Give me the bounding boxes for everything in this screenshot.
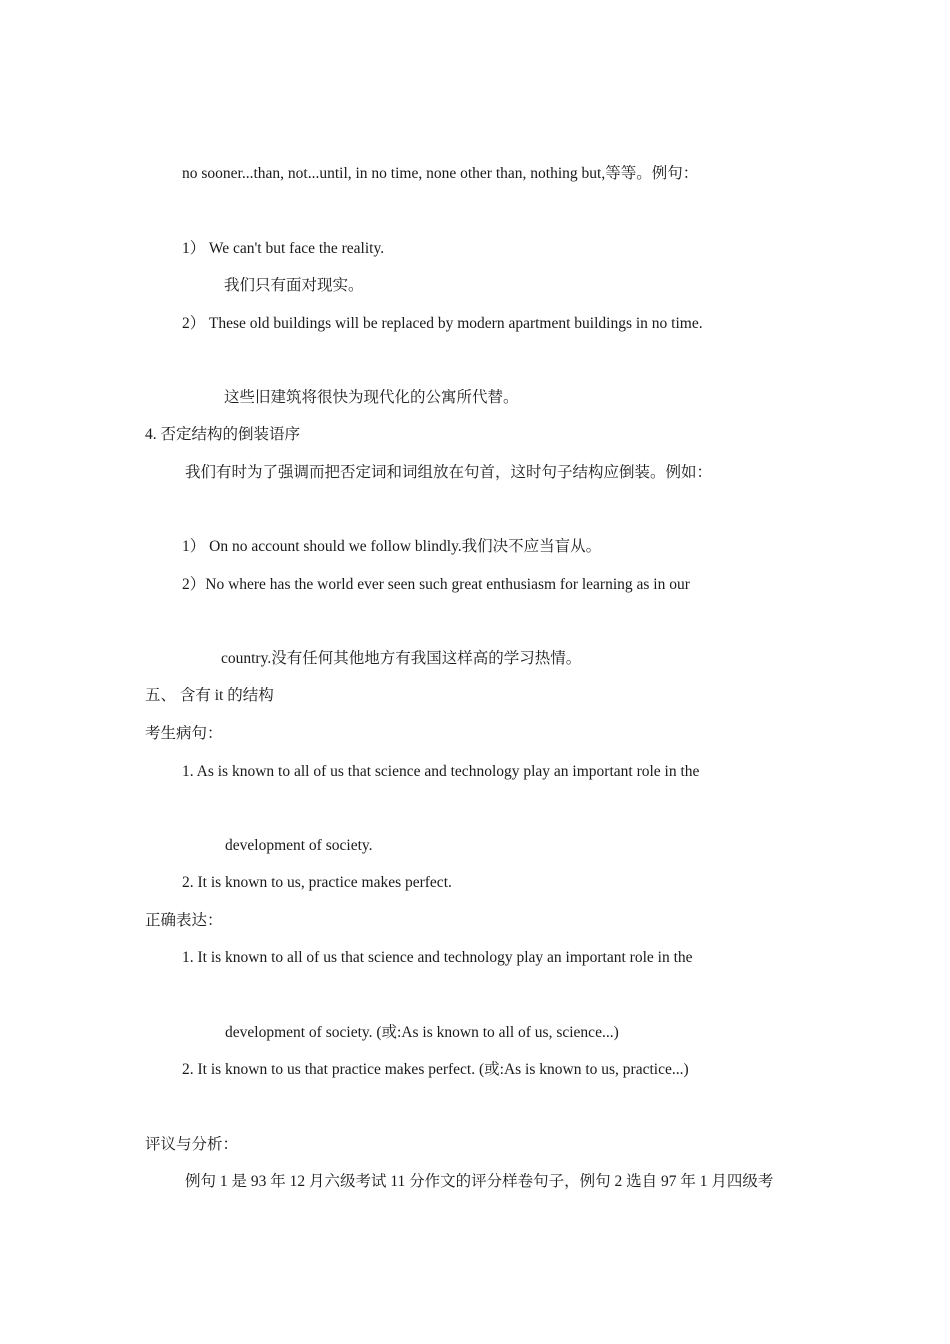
text-line: no sooner...than, not...until, in no time, none other than, nothing but,等等。例句： [182, 165, 699, 182]
example-sentence: 2. It is known to us that practice makes perfect. (或:As is known to us, practice...) [182, 1061, 689, 1078]
text-line: 我们有时为了强调而把否定词和词组放在句首，这时句子结构应倒装。例如： [185, 464, 713, 481]
example-sentence: 1. It is known to all of us that science and technology play an important role in the [182, 949, 693, 966]
example-translation: 这些旧建筑将很快为现代化的公寓所代替。 [224, 389, 519, 406]
section-heading: 五、 含有 it 的结构 [145, 687, 274, 704]
subheading: 考生病句： [145, 725, 223, 742]
section-heading: 4. 否定结构的倒装语序 [145, 426, 301, 443]
example-sentence: 1） On no account should we follow blindly.我们决不应当盲从。 [182, 538, 602, 555]
subheading: 评议与分析： [145, 1136, 239, 1153]
example-sentence: 1） We can't but face the reality. [182, 240, 385, 257]
subheading: 正确表达： [145, 912, 223, 929]
example-sentence: 2. It is known to us, practice makes perfect. [182, 874, 452, 891]
example-sentence-continuation: country.没有任何其他地方有我国这样高的学习热情。 [221, 650, 582, 667]
example-sentence: 2）No where has the world ever seen such great enthusiasm for learning as in our [182, 576, 690, 593]
example-sentence: 1. As is known to all of us that science and technology play an important role in the [182, 763, 700, 780]
example-sentence-continuation: development of society. [225, 837, 373, 854]
example-sentence: 2） These old buildings will be replaced by modern apartment buildings in no time. [182, 315, 703, 332]
example-translation: 我们只有面对现实。 [224, 277, 364, 294]
example-sentence-continuation: development of society. (或:As is known to all of us, science...) [225, 1024, 619, 1041]
text-line: 例句 1 是 93 年 12 月六级考试 11 分作文的评分样卷句子，例句 2 选自 97 年 1 月四级考 [185, 1173, 774, 1190]
